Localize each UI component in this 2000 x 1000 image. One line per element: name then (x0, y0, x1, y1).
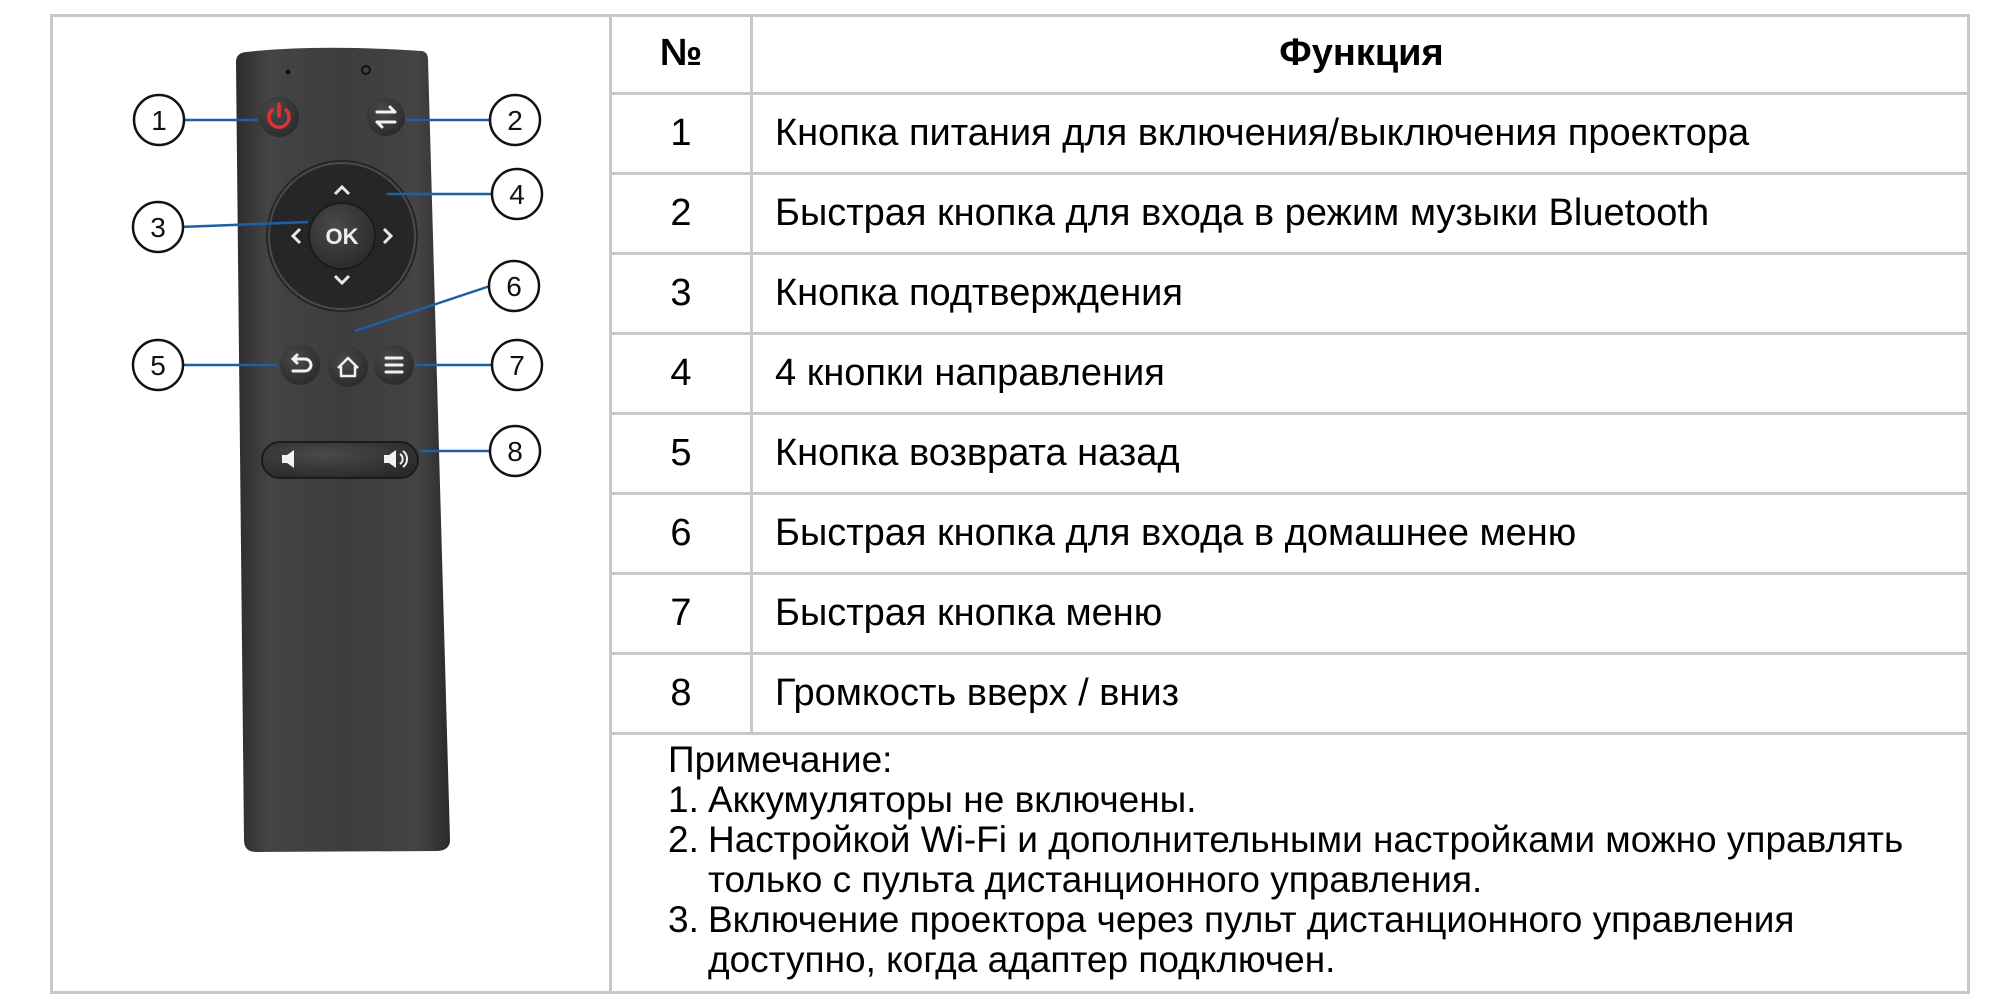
ok-button[interactable] (309, 203, 375, 269)
row-function: Кнопка подтверждения (752, 254, 1971, 334)
callout-6-label: 6 (506, 271, 522, 302)
callout-5 (133, 340, 183, 390)
callout-7-label: 7 (509, 350, 525, 381)
bluetooth-music-button[interactable] (367, 98, 405, 136)
callout-7 (492, 340, 542, 390)
function-table (612, 14, 1970, 735)
row-number: 5 (612, 414, 752, 494)
row-number: 7 (612, 574, 752, 654)
row-function: Быстрая кнопка для входа в домашнее меню (752, 494, 1971, 574)
note-text: Включение проектора через пульт дистанционного управления доступно, когда адаптер подключен. (708, 899, 1795, 980)
header-function: Функция (752, 14, 1971, 94)
row-function: 4 кнопки направления (752, 334, 1971, 414)
note-item (668, 780, 1958, 820)
table-row (612, 414, 1970, 494)
row-number: 3 (612, 254, 752, 334)
table-row (612, 654, 1970, 734)
row-function: Быстрая кнопка меню (752, 574, 1971, 654)
header-number: № (612, 14, 752, 94)
remote-control-illustration (50, 14, 609, 989)
notes-title: Примечание: (668, 739, 893, 780)
remote-illustration-panel (50, 14, 612, 994)
callout-4-label: 4 (509, 179, 525, 210)
power-button[interactable] (259, 97, 299, 137)
row-function: Громкость вверх / вниз (752, 654, 1971, 734)
row-number: 6 (612, 494, 752, 574)
note-index: 3. (668, 899, 699, 940)
table-header-row (612, 14, 1970, 94)
row-function: Кнопка возврата назад (752, 414, 1971, 494)
notes-list (668, 780, 1958, 980)
note-text: Аккумуляторы не включены. (708, 779, 1197, 820)
volume-rocker[interactable] (262, 442, 418, 478)
row-number: 2 (612, 174, 752, 254)
ir-dot-left (286, 70, 291, 75)
note-index: 1. (668, 779, 699, 820)
table-row (612, 94, 1970, 174)
table-row (612, 174, 1970, 254)
home-button[interactable] (328, 347, 368, 387)
callout-5-label: 5 (150, 350, 166, 381)
callout-8-label: 8 (507, 436, 523, 467)
note-text: Настройкой Wi-Fi и дополнительными настройками можно управлять только с пульта дистанционного управления. (708, 819, 1904, 900)
callout-3 (133, 202, 183, 252)
row-number: 8 (612, 654, 752, 734)
callout-2-label: 2 (507, 105, 523, 136)
callout-3-label: 3 (150, 212, 166, 243)
table-row (612, 254, 1970, 334)
menu-button[interactable] (374, 345, 414, 385)
callout-6 (489, 261, 539, 311)
note-index: 2. (668, 819, 699, 860)
callout-1-label: 1 (151, 105, 167, 136)
callout-2 (490, 95, 540, 145)
ok-label: OK (325, 224, 359, 249)
table-row (612, 494, 1970, 574)
row-number: 1 (612, 94, 752, 174)
row-number: 4 (612, 334, 752, 414)
callout-1 (134, 95, 184, 145)
row-function: Быстрая кнопка для входа в режим музыки Bluetooth (752, 174, 1971, 254)
callout-8 (490, 426, 540, 476)
back-button[interactable] (280, 345, 320, 385)
table-row (612, 334, 1970, 414)
callout-4 (492, 169, 542, 219)
note-item (668, 820, 1958, 900)
row-function: Кнопка питания для включения/выключения проектора (752, 94, 1971, 174)
note-item (668, 900, 1958, 980)
table-row (612, 574, 1970, 654)
notes-section (668, 740, 1958, 980)
